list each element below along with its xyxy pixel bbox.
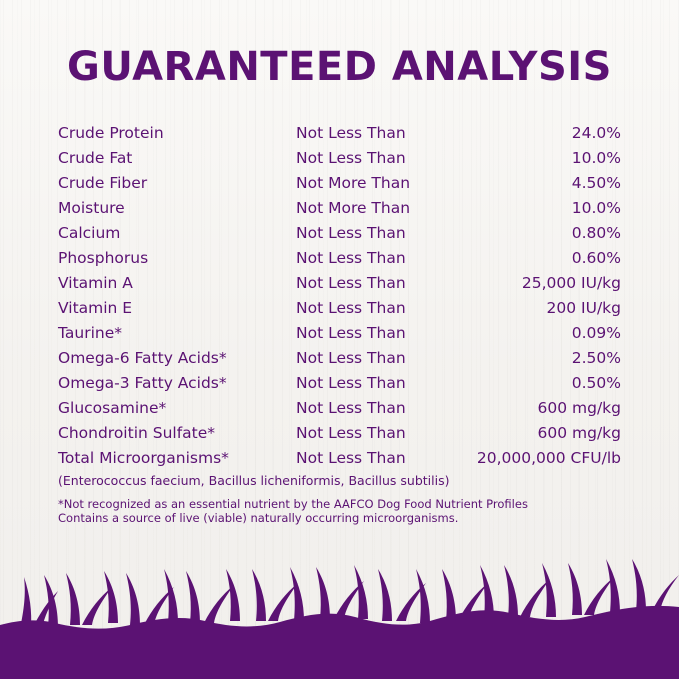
- nutrient-qualifier: Not Less Than: [296, 424, 406, 442]
- nutrient-value: 0.60%: [571, 249, 621, 267]
- nutrient-value: 200 IU/kg: [546, 299, 621, 317]
- nutrient-qualifier: Not More Than: [296, 199, 411, 217]
- table-row: [58, 349, 621, 374]
- nutrient-name: Omega-6 Fatty Acids*: [58, 349, 227, 367]
- nutrient-qualifier: Not Less Than: [296, 224, 406, 242]
- table-row: [58, 374, 621, 399]
- table-row: [58, 224, 621, 249]
- nutrient-qualifier: Not Less Than: [296, 449, 406, 467]
- nutrient-name: Total Microorganisms*: [58, 449, 229, 467]
- nutrient-value: 10.0%: [571, 199, 621, 217]
- nutrient-value: 0.50%: [571, 374, 621, 392]
- table-row: [58, 249, 621, 274]
- nutrient-name: Omega-3 Fatty Acids*: [58, 374, 227, 392]
- nutrient-value: 2.50%: [571, 349, 621, 367]
- table-row: [58, 174, 621, 199]
- nutrient-value: 20,000,000 CFU/lb: [476, 449, 621, 467]
- nutrient-name: Chondroitin Sulfate*: [58, 424, 216, 442]
- table-row: [58, 449, 621, 474]
- nutrient-qualifier: Not Less Than: [296, 399, 406, 417]
- table-row: [58, 424, 621, 449]
- nutrient-value: 0.80%: [571, 224, 621, 242]
- table-row: [58, 199, 621, 224]
- nutrient-value: 4.50%: [571, 174, 621, 192]
- footnote-line: *Not recognized as an essential nutrient by the AAFCO Dog Food Nutrient Profiles: [58, 497, 528, 511]
- table-row: [58, 299, 621, 324]
- table-row: [58, 124, 621, 149]
- nutrient-qualifier: Not Less Than: [296, 349, 406, 367]
- nutrient-name: Vitamin E: [58, 299, 133, 317]
- nutrient-qualifier: Not Less Than: [296, 124, 406, 142]
- nutrient-qualifier: Not More Than: [296, 174, 411, 192]
- nutrient-value: 600 mg/kg: [537, 399, 621, 417]
- microorganisms-note: (Enterococcus faecium, Bacillus licheniformis, Bacillus subtilis): [58, 473, 450, 488]
- nutrient-name: Moisture: [58, 199, 125, 217]
- nutrient-name: Taurine*: [58, 324, 123, 342]
- nutrient-value: 25,000 IU/kg: [521, 274, 621, 292]
- grass-silhouette-icon: [0, 529, 679, 679]
- nutrient-value: 600 mg/kg: [537, 424, 621, 442]
- nutrient-name: Crude Fat: [58, 149, 133, 167]
- table-row: [58, 399, 621, 424]
- nutrient-name: Vitamin A: [58, 274, 133, 292]
- nutrient-qualifier: Not Less Than: [296, 249, 406, 267]
- nutrient-qualifier: Not Less Than: [296, 274, 406, 292]
- table-row: [58, 274, 621, 299]
- nutrient-name: Crude Fiber: [58, 174, 148, 192]
- nutrient-qualifier: Not Less Than: [296, 324, 406, 342]
- table-row: [58, 149, 621, 174]
- nutrition-table: [58, 124, 621, 474]
- nutrient-value: 24.0%: [571, 124, 621, 142]
- nutrient-name: Crude Protein: [58, 124, 164, 142]
- table-row: [58, 324, 621, 349]
- footnote-line: Contains a source of live (viable) naturally occurring microorganisms.: [58, 511, 459, 525]
- nutrient-name: Glucosamine*: [58, 399, 167, 417]
- footnotes: [58, 497, 528, 525]
- nutrient-qualifier: Not Less Than: [296, 299, 406, 317]
- nutrient-value: 10.0%: [571, 149, 621, 167]
- nutrient-qualifier: Not Less Than: [296, 374, 406, 392]
- nutrient-name: Phosphorus: [58, 249, 149, 267]
- page-title: GUARANTEED ANALYSIS: [67, 44, 612, 90]
- nutrient-value: 0.09%: [571, 324, 621, 342]
- nutrient-name: Calcium: [58, 224, 121, 242]
- nutrient-qualifier: Not Less Than: [296, 149, 406, 167]
